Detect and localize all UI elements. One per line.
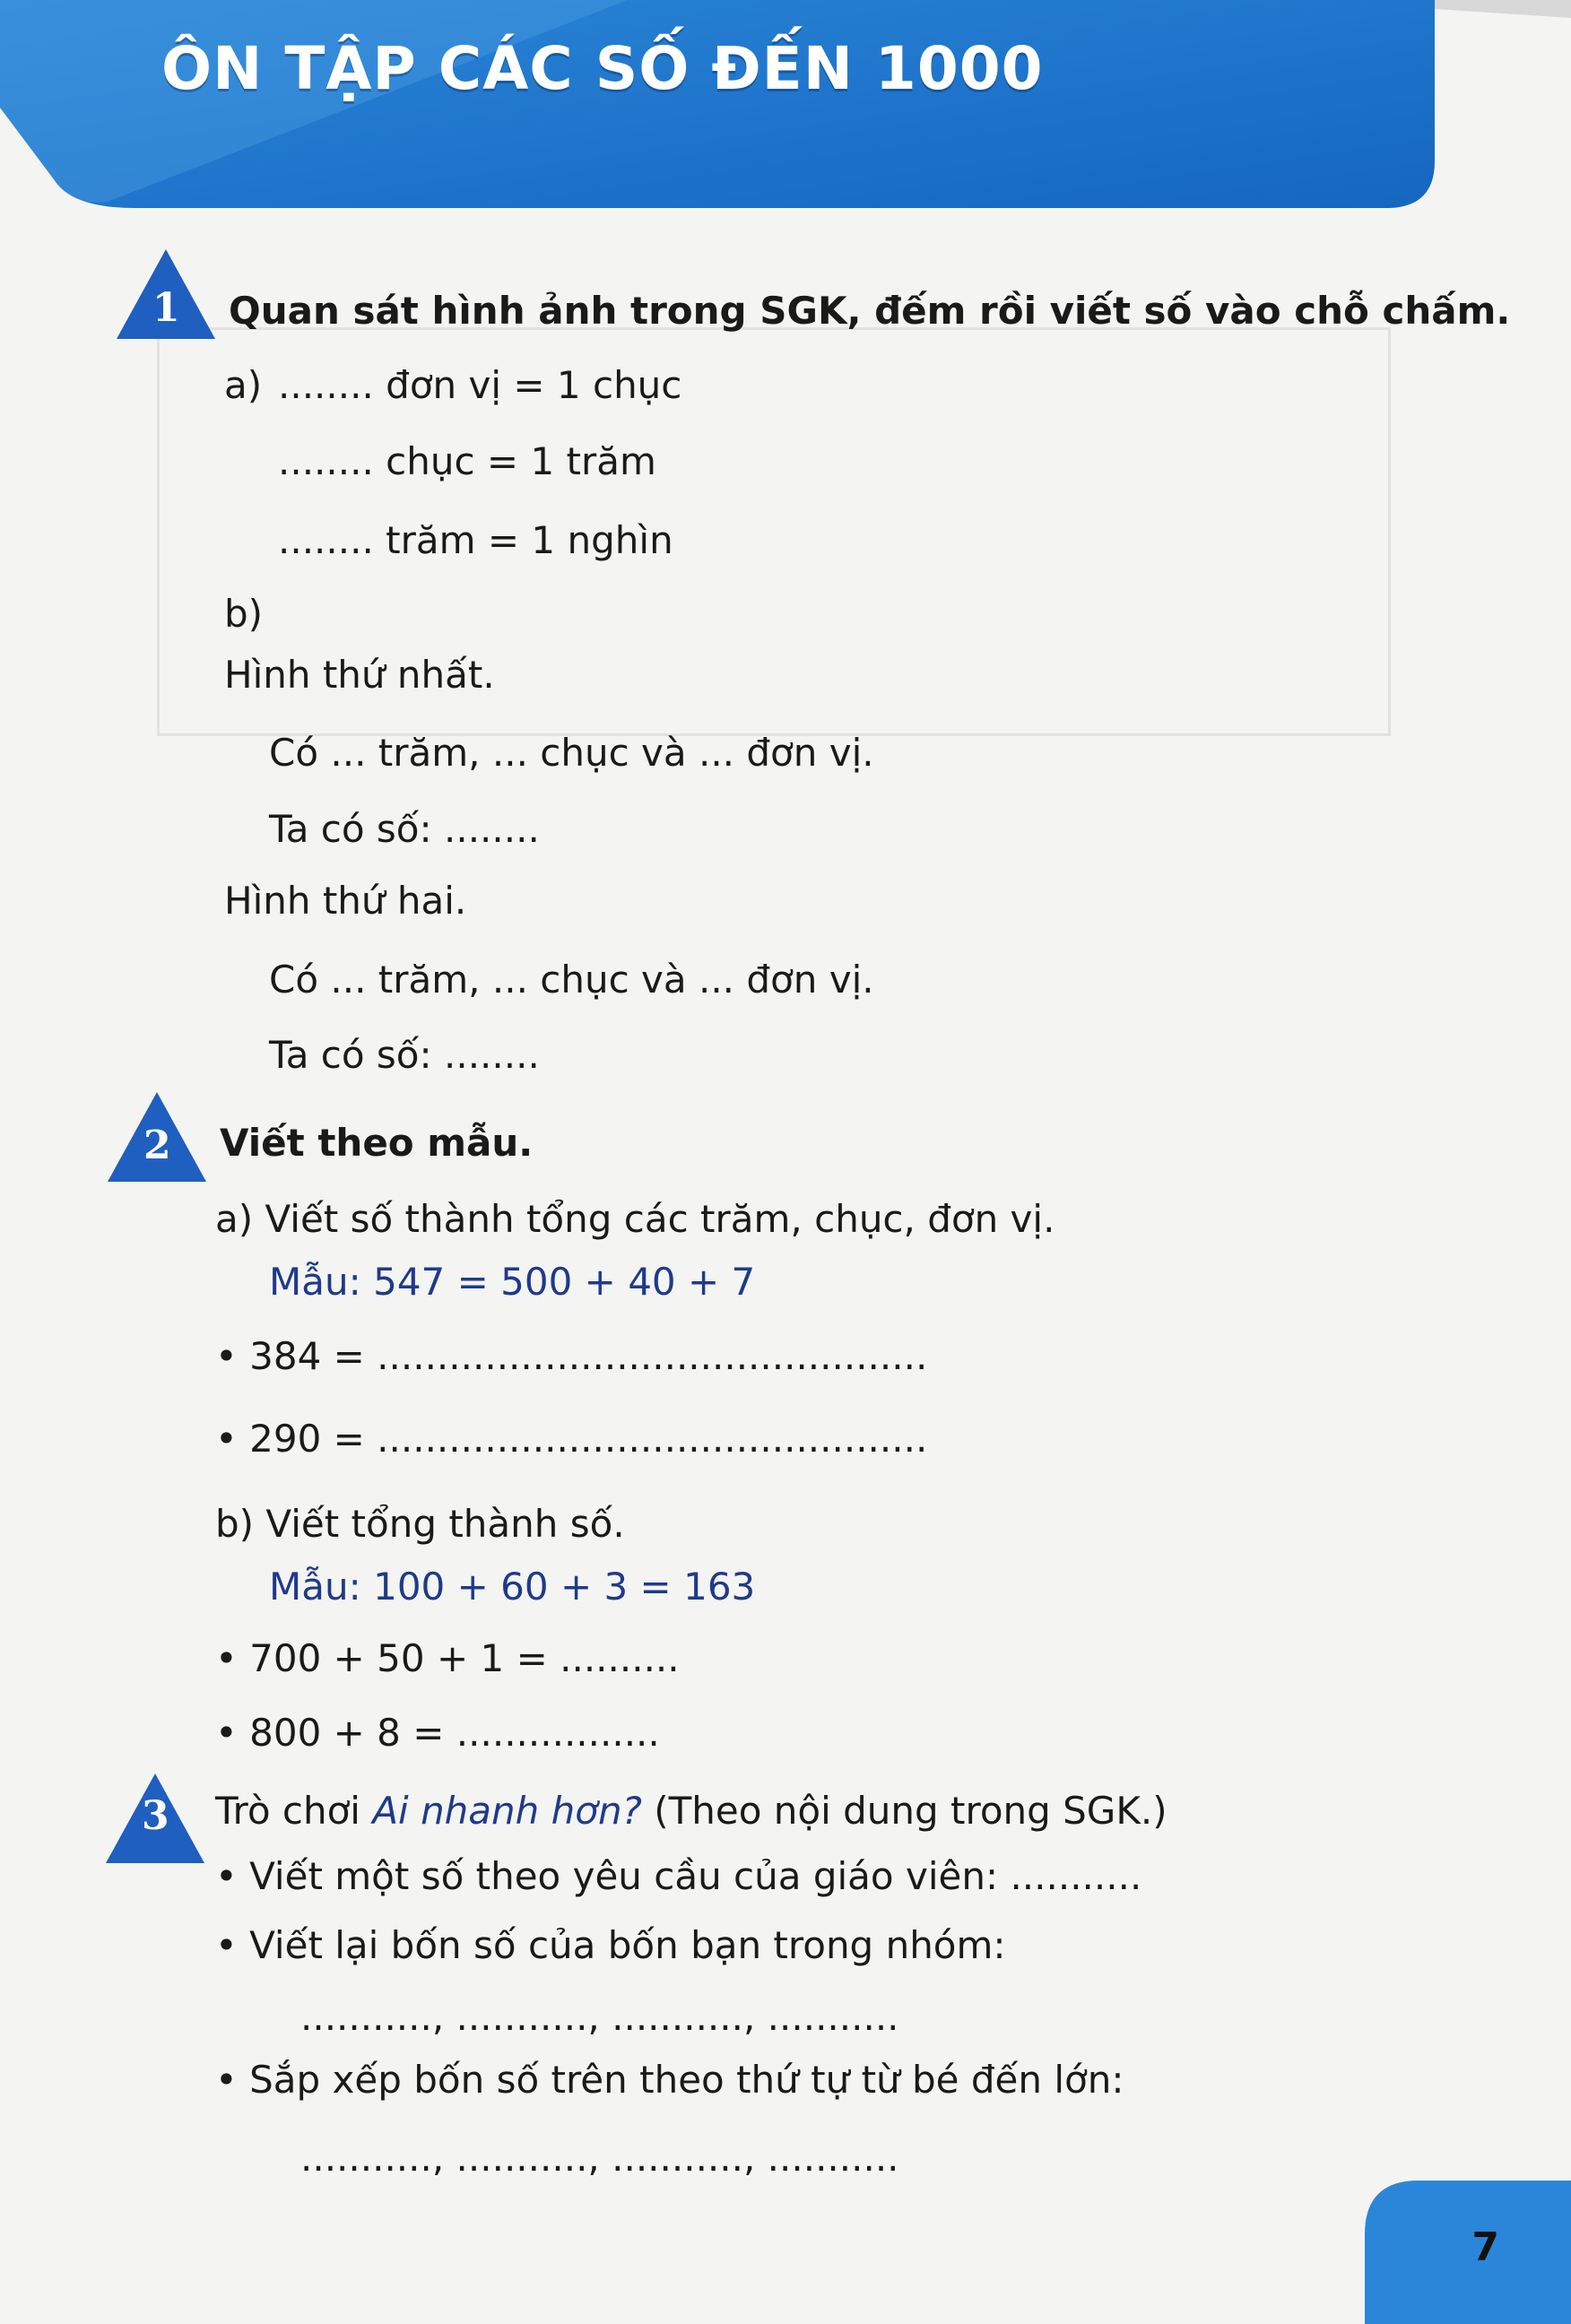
ex1-fig2-result: Ta có số: ........: [269, 1033, 540, 1077]
ex3-heading-suffix: (Theo nội dung trong SGK.): [641, 1789, 1167, 1833]
ex1-fig2: Hình thứ hai.: [224, 879, 467, 923]
ex3-item1: • Viết một số theo yêu cầu của giáo viên: ...........: [215, 1854, 1142, 1898]
ex3-item3: • Sắp xếp bốn số trên theo thứ tự từ bé đến lớn:: [215, 2058, 1124, 2102]
ex2-a-item2: • 290 = ..............................................: [215, 1417, 928, 1461]
ex2-b-text: b) Viết tổng thành số.: [215, 1502, 625, 1546]
ex3-heading-game: Ai nhanh hơn?: [372, 1789, 642, 1833]
exercise-3-heading: [215, 1789, 1167, 1834]
exercise-2-badge-number: 2: [143, 1123, 171, 1168]
exercise-2-heading: Viết theo mẫu.: [220, 1121, 534, 1165]
ex2-b-item1: • 700 + 50 + 1 = ..........: [215, 1636, 680, 1680]
ex1-a-line2: ........ chục = 1 trăm: [278, 439, 656, 483]
ex1-fig2-line: Có ... trăm, ... chục và ... đơn vị.: [269, 958, 874, 1002]
ex1-b-label: b): [224, 592, 264, 636]
ex3-item2-blanks: ..........., ..........., ..........., ...........: [300, 1995, 899, 2039]
ex1-fig1: Hình thứ nhất.: [224, 653, 495, 697]
ex2-b-sample: Mẫu: 100 + 60 + 3 = 163: [269, 1565, 756, 1609]
page-title: ÔN TẬP CÁC SỐ ĐẾN 1000: [161, 34, 1044, 103]
exercise-1-badge-number: 1: [152, 285, 180, 331]
ex2-a-text: a) Viết số thành tổng các trăm, chục, đơn vị.: [215, 1197, 1055, 1241]
ex2-a-sample: Mẫu: 547 = 500 + 40 + 7: [269, 1260, 756, 1304]
ex1-a-line3: ........ trăm = 1 nghìn: [278, 518, 673, 562]
page-number: 7: [1471, 2224, 1499, 2270]
ex3-item2: • Viết lại bốn số của bốn bạn trong nhóm:: [215, 1923, 1006, 1967]
exercise-3-badge-number: 3: [142, 1793, 169, 1839]
ex2-a-item1: • 384 = ..............................................: [215, 1334, 928, 1378]
ex3-item3-blanks: ..........., ..........., ..........., ...........: [300, 2136, 899, 2180]
ex1-fig1-line: Có ... trăm, ... chục và ... đơn vị.: [269, 731, 874, 775]
ex3-heading-prefix: Trò chơi: [215, 1789, 373, 1833]
ex2-b-item2: • 800 + 8 = .................: [215, 1711, 660, 1755]
exercise-1-heading: Quan sát hình ảnh trong SGK, đếm rồi viết số vào chỗ chấm.: [229, 289, 1511, 333]
page-corner-tab: [1365, 2181, 1571, 2324]
ex1-fig1-result: Ta có số: ........: [269, 807, 540, 851]
ex1-a-line1: ........ đơn vị = 1 chục: [278, 363, 682, 407]
ex1-a-label: a): [224, 363, 263, 407]
